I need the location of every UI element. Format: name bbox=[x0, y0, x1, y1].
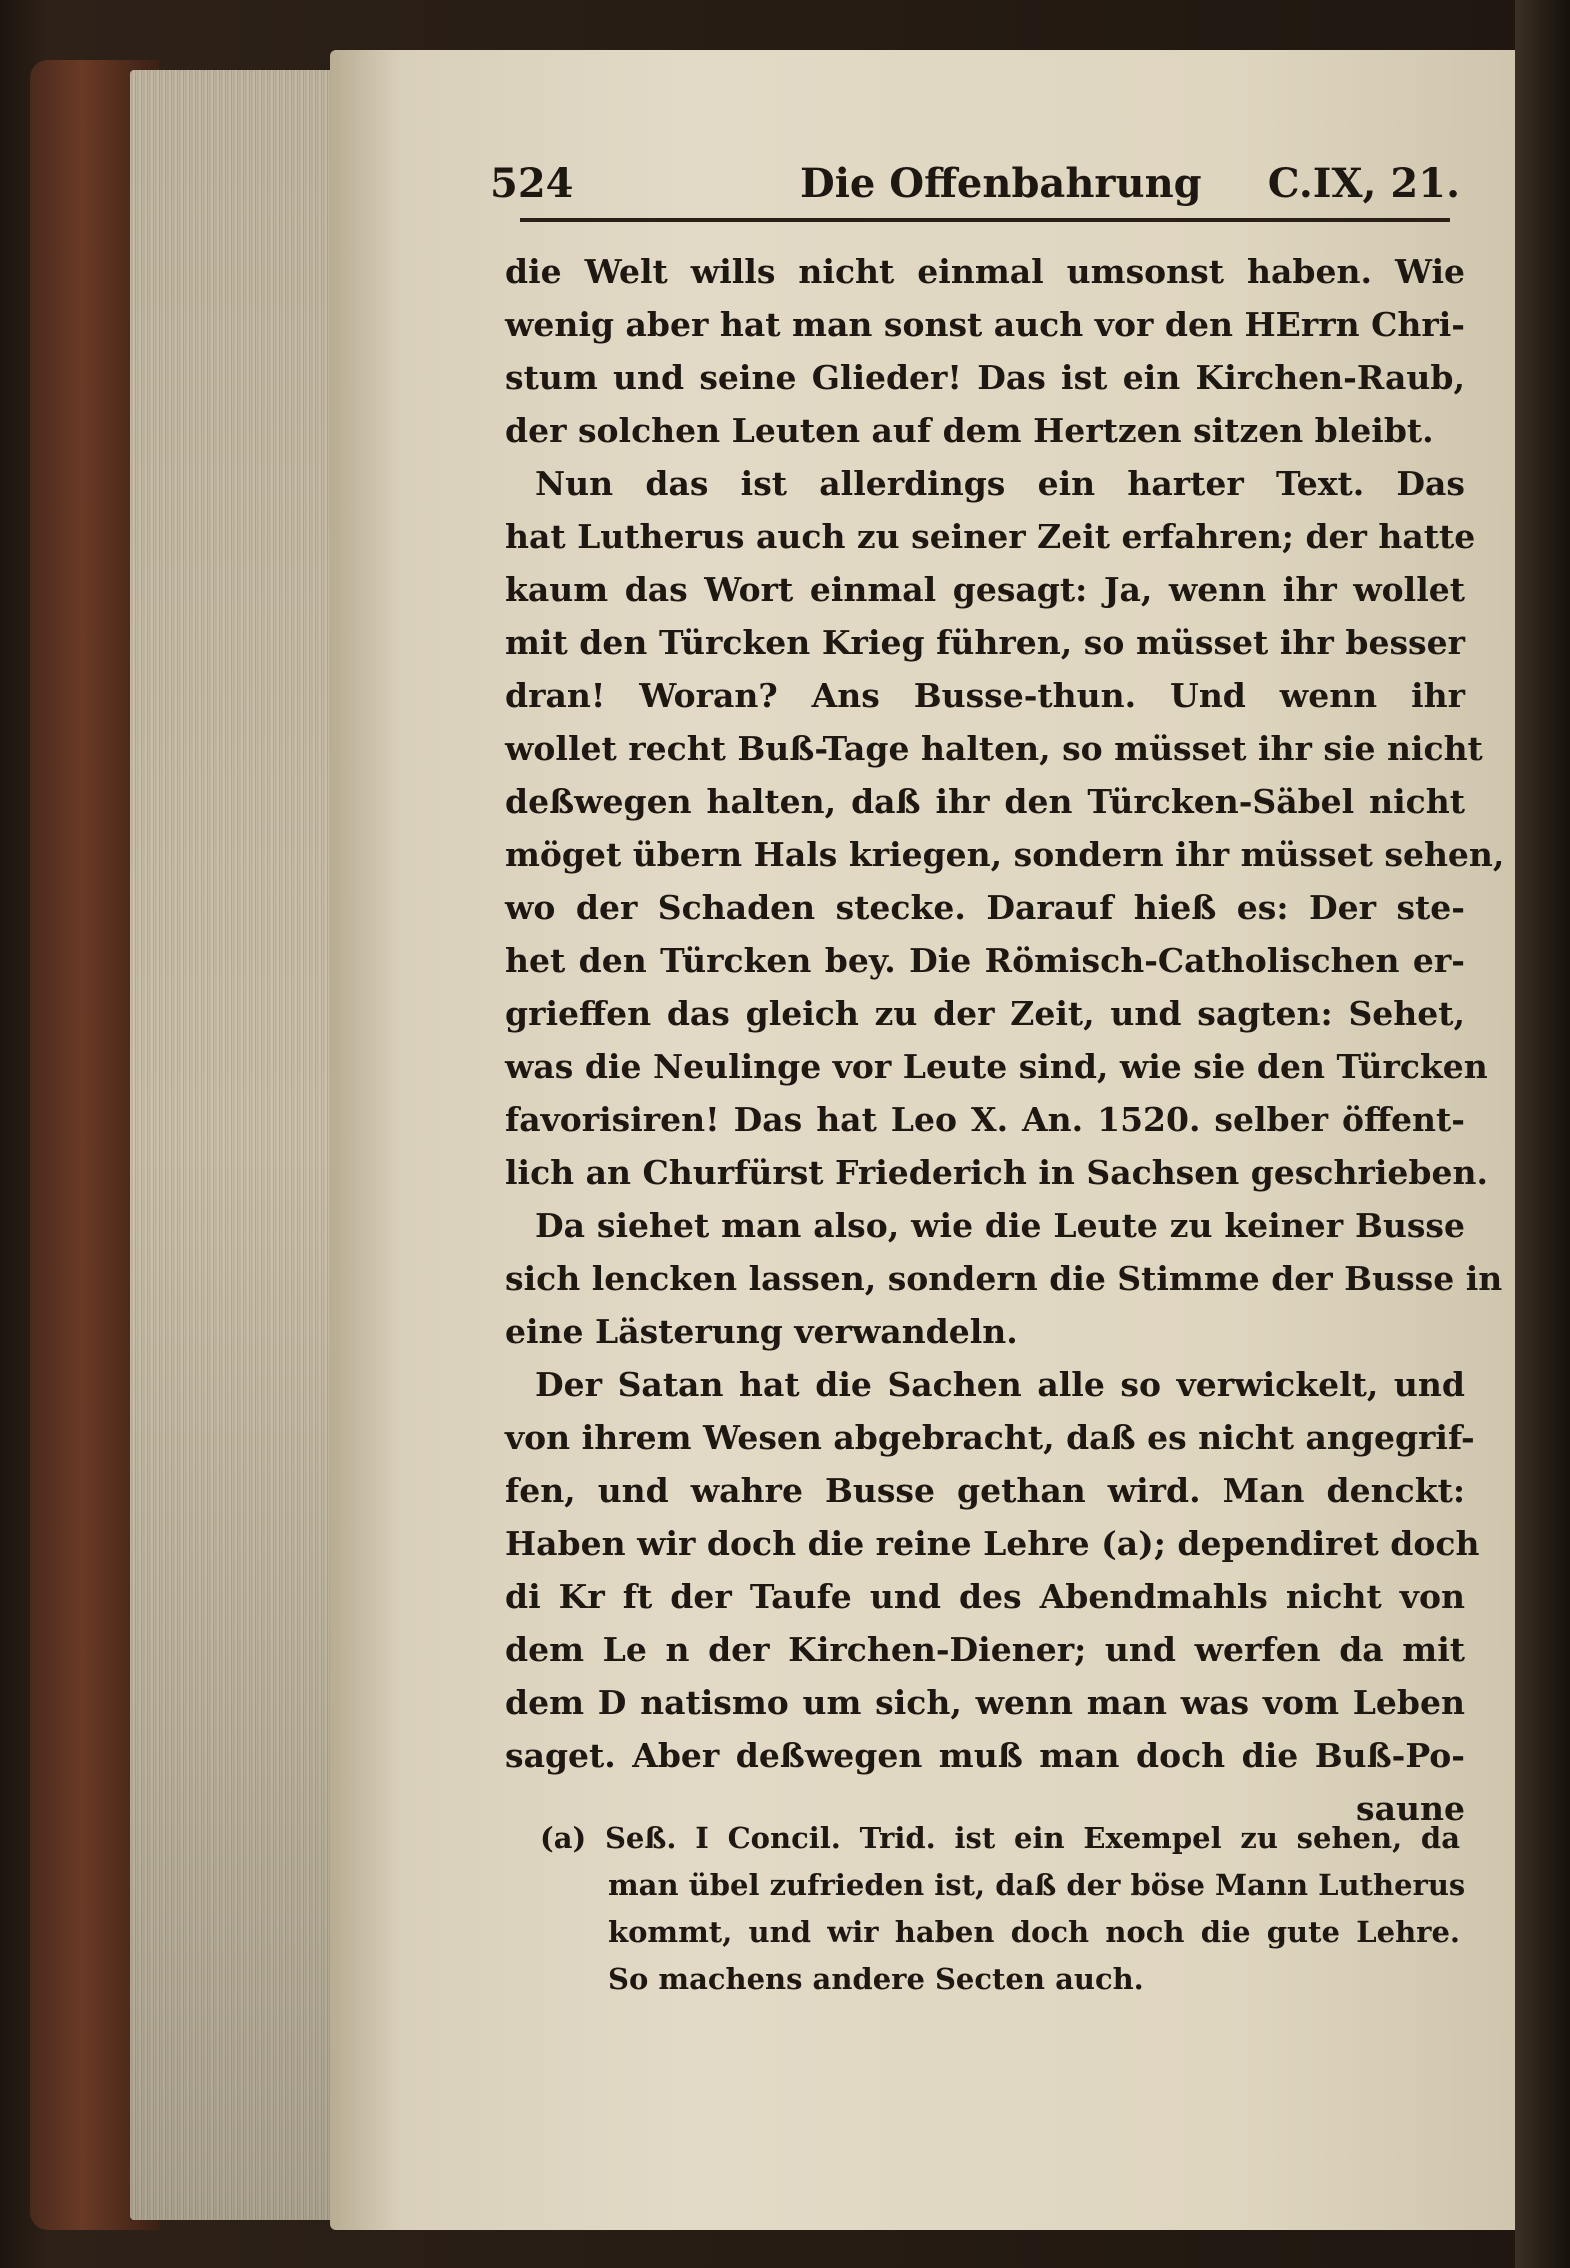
text-line: fen, und wahre Busse gethan wird. Man denckt: bbox=[505, 1471, 1465, 1510]
page-number: 524 bbox=[490, 160, 574, 207]
text-line: wenig aber hat man sonst auch vor den HErrn Chri- bbox=[505, 305, 1465, 344]
text-line: saune bbox=[1356, 1789, 1465, 1828]
text-line: kaum das Wort einmal gesagt: Ja, wenn ihr wollet bbox=[505, 570, 1465, 609]
header-rule bbox=[520, 218, 1450, 222]
text-line: deßwegen halten, daß ihr den Türcken-Säbel nicht bbox=[505, 782, 1465, 821]
text-line: von ihrem Wesen abgebracht, daß es nicht angegrif- bbox=[505, 1418, 1475, 1457]
body-text bbox=[505, 245, 1505, 1835]
text-line: dem D natismo um sich, wenn man was vom Leben bbox=[505, 1683, 1465, 1722]
footnote bbox=[540, 1815, 1466, 2003]
page-edges-shadow bbox=[130, 70, 360, 2220]
text-line: dem Le n der Kirchen-Diener; und werfen da mit bbox=[505, 1630, 1465, 1669]
text-line: grieffen das gleich zu der Zeit, und sagten: Sehet, bbox=[505, 994, 1465, 1033]
footnote-line: man übel zufrieden ist, daß der böse Mann Lutherus bbox=[608, 1868, 1466, 1902]
footnote-line: So machens andere Secten auch. bbox=[608, 1962, 1144, 1996]
running-title: Die Offenbahrung bbox=[800, 160, 1202, 207]
text-line: wo der Schaden stecke. Darauf hieß es: Der ste- bbox=[505, 888, 1465, 927]
footnote-line: kommt, und wir haben doch noch die gute Lehre. bbox=[608, 1915, 1460, 1949]
text-line: di Kr ft der Taufe und des Abendmahls nicht von bbox=[505, 1577, 1465, 1616]
text-line: Der Satan hat die Sachen alle so verwickelt, und bbox=[535, 1365, 1465, 1404]
page-header bbox=[490, 140, 1460, 210]
text-line: saget. Aber deßwegen muß man doch die Buß-Po- bbox=[505, 1736, 1465, 1775]
text-line: Nun das ist allerdings ein harter Text. Das bbox=[535, 464, 1465, 503]
text-line: lich an Churfürst Friederich in Sachsen geschrieben. bbox=[505, 1153, 1488, 1192]
text-line: Da siehet man also, wie die Leute zu keiner Busse bbox=[535, 1206, 1465, 1245]
text-line: wollet recht Buß-Tage halten, so müsset ihr sie nicht bbox=[505, 729, 1483, 768]
text-line: mit den Türcken Krieg führen, so müsset ihr besser bbox=[505, 623, 1465, 662]
text-line: möget übern Hals kriegen, sondern ihr müsset sehen, bbox=[505, 835, 1505, 874]
text-line: stum und seine Glieder! Das ist ein Kirchen-Raub, bbox=[505, 358, 1465, 397]
text-line: der solchen Leuten auf dem Hertzen sitzen bleibt. bbox=[505, 411, 1434, 450]
text-line: hat Lutherus auch zu seiner Zeit erfahren; der hatte bbox=[505, 517, 1476, 556]
gutter-shadow bbox=[1515, 0, 1570, 2268]
text-line: die Welt wills nicht einmal umsonst haben. Wie bbox=[505, 252, 1465, 291]
chapter-reference: C.IX, 21. bbox=[1267, 160, 1460, 207]
text-line: Haben wir doch die reine Lehre (a); dependiret doch bbox=[505, 1524, 1480, 1563]
text-line: sich lencken lassen, sondern die Stimme der Busse in bbox=[505, 1259, 1503, 1298]
footnote-line: (a) Seß. I Concil. Trid. ist ein Exempel zu sehen, da bbox=[540, 1821, 1460, 1855]
text-line: was die Neulinge vor Leute sind, wie sie den Türcken bbox=[505, 1047, 1488, 1086]
text-line: dran! Woran? Ans Busse-thun. Und wenn ihr bbox=[505, 676, 1465, 715]
text-line: eine Lästerung verwandeln. bbox=[505, 1312, 1018, 1351]
text-line: favorisiren! Das hat Leo X. An. 1520. selber öffent- bbox=[505, 1100, 1465, 1139]
text-line: het den Türcken bey. Die Römisch-Catholischen er- bbox=[505, 941, 1465, 980]
